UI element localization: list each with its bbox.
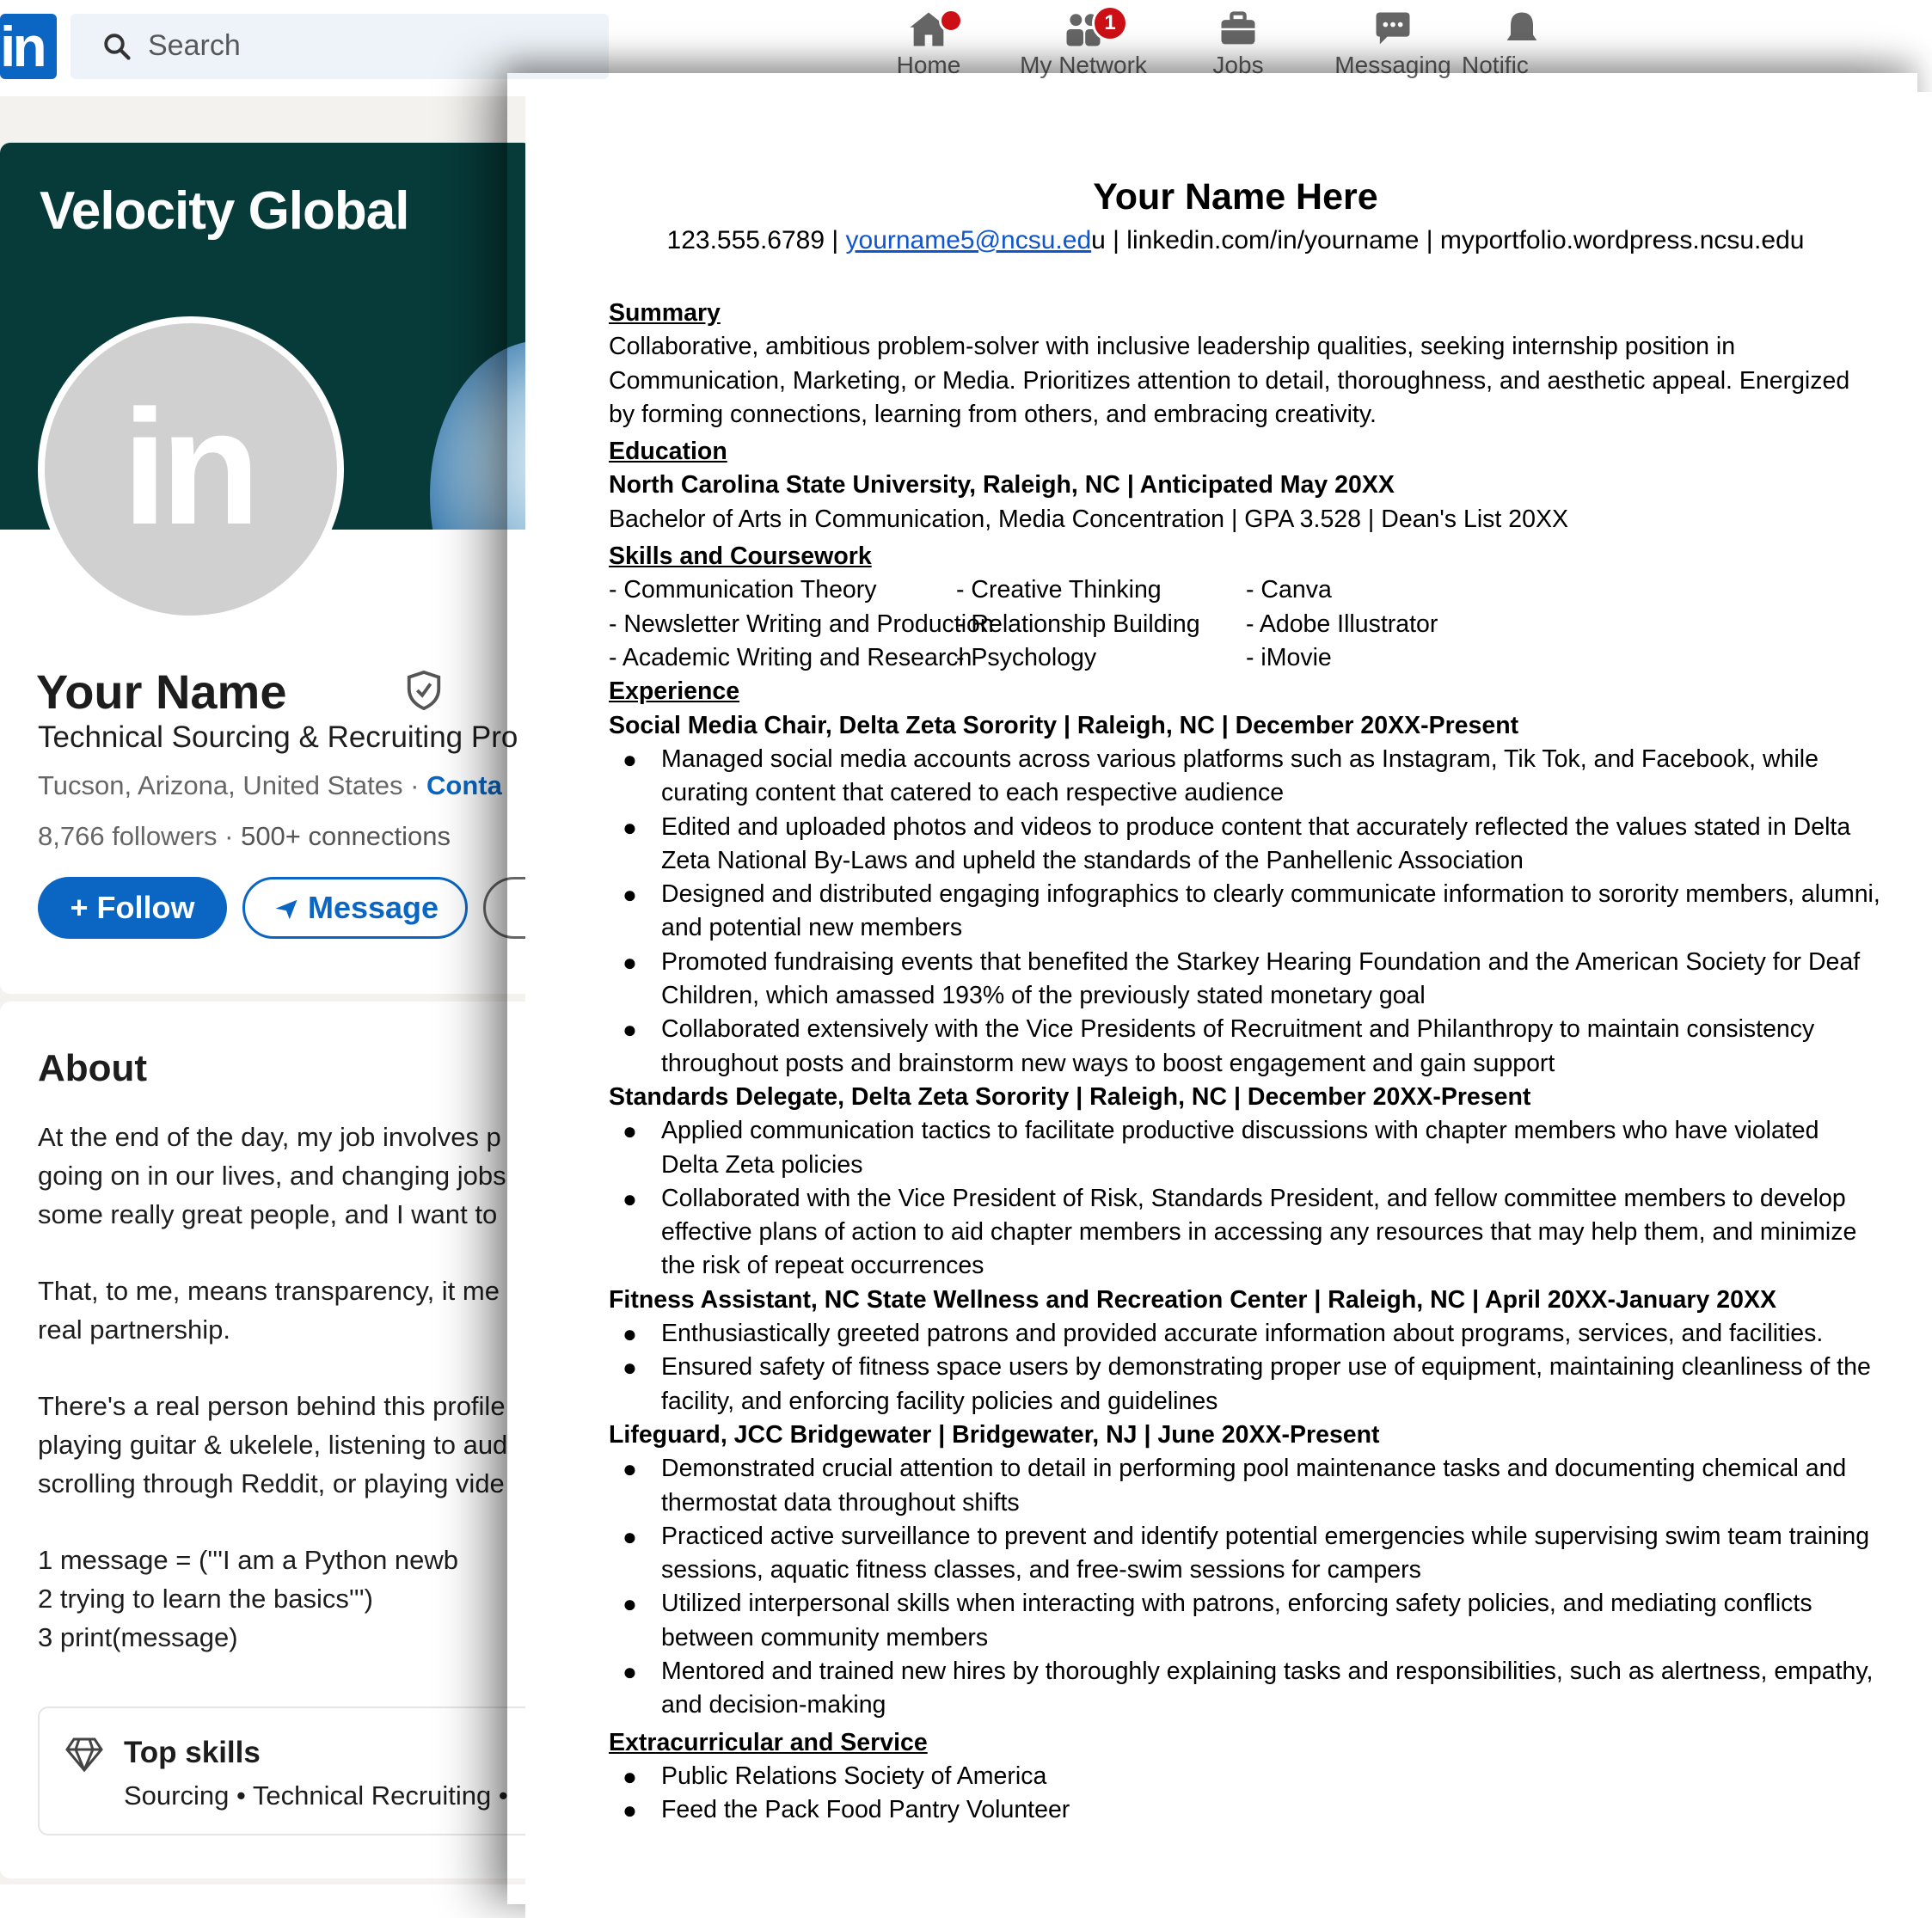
avatar[interactable]	[38, 316, 344, 622]
contact-info-link[interactable]: Conta	[426, 770, 502, 800]
job-title: Standards Delegate, Delta Zeta Sorority | Raleigh, NC | December 20XX-Present	[609, 1082, 1531, 1111]
bullet-item	[609, 878, 1881, 946]
bullet-item	[609, 1013, 1881, 1081]
bullet-item	[609, 1520, 1881, 1588]
section-heading-experience: Experience	[609, 677, 740, 706]
skills-column	[609, 573, 994, 675]
section-heading-summary: Summary	[609, 299, 721, 327]
nav-my-network-label: My Network	[1020, 52, 1147, 78]
message-button-label: Message	[307, 890, 439, 925]
location-text: Tucson, Arizona, United States ·	[38, 770, 427, 800]
bullet-text: Designed and distributed engaging infographics to clearly communicate information to sorority members, alumni, and potential new members	[661, 880, 1880, 942]
skills-column	[956, 573, 1200, 675]
about-paragraph	[38, 1541, 588, 1657]
about-line: At the end of the day, my job involves p	[38, 1122, 501, 1152]
follow-button[interactable]: + Follow	[38, 877, 227, 939]
top-skills-box[interactable]	[38, 1707, 571, 1835]
bullet-dot: ●	[623, 1658, 637, 1685]
skills-grid	[609, 573, 1881, 675]
about-line: playing guitar & ukelele, listening to aud	[38, 1430, 508, 1460]
bullet-dot: ●	[623, 948, 637, 976]
bullet-text: Demonstrated crucial attention to detail in performing pool maintenance tasks and documenting chemical and thermostat data throughout shifts	[661, 1455, 1847, 1517]
bullet-item	[609, 1587, 1881, 1655]
resume-document	[525, 92, 1932, 1918]
nav-messaging-label: Messaging	[1334, 52, 1451, 78]
nav-notifications-label: Notific	[1462, 52, 1529, 78]
skill-item: - Creative Thinking	[956, 576, 1162, 604]
about-line: some really great people, and I want to	[38, 1199, 498, 1229]
skill-item: - Newsletter Writing and Production	[609, 610, 994, 638]
section-heading-extracurricular: Extracurricular and Service	[609, 1728, 928, 1756]
about-line: 3 print(message)	[38, 1622, 238, 1652]
bullet-dot: ●	[623, 1797, 637, 1824]
bullet-dot: ●	[623, 1118, 637, 1145]
resume-contact-rest: u | linkedin.com/in/yourname | myportfolio.wordpress.ncsu.edu	[1091, 226, 1805, 254]
skill-item: - Adobe Illustrator	[1246, 610, 1438, 638]
verified-shield-icon[interactable]	[404, 669, 444, 712]
bullet-dot: ●	[623, 1321, 637, 1348]
search-icon	[101, 31, 132, 62]
about-text	[38, 1118, 588, 1694]
bullet-text: Public Relations Society of America	[661, 1762, 1047, 1790]
bullet-item	[609, 1351, 1881, 1419]
about-paragraph	[38, 1118, 588, 1234]
bullet-dot: ●	[623, 745, 637, 773]
about-paragraph	[38, 1387, 588, 1503]
search-bar[interactable]	[71, 14, 609, 79]
about-title: About	[38, 1047, 148, 1089]
banner-brand: Velocity Global	[40, 181, 409, 241]
about-line: There's a real person behind this profile	[38, 1391, 506, 1421]
about-line: going on in our lives, and changing jobs	[38, 1161, 506, 1191]
briefcase-icon	[1212, 7, 1264, 52]
skill-item: - Communication Theory	[609, 576, 877, 604]
bullet-item	[609, 1793, 1881, 1827]
resume-email-link[interactable]: yourname5@ncsu.ed	[845, 226, 1092, 254]
top-skills-list: Sourcing • Technical Recruiting •	[124, 1780, 508, 1811]
bullet-dot: ●	[623, 813, 637, 841]
bullet-item	[609, 743, 1881, 811]
bullet-item	[609, 1114, 1881, 1182]
bullet-dot: ●	[623, 1523, 637, 1550]
bullet-text: Promoted fundraising events that benefited the Starkey Hearing Foundation and the American Society for Deaf Children, which amassed 193% of the previously stated monetary goal	[661, 947, 1861, 1010]
skill-item: - Relationship Building	[956, 610, 1200, 638]
job-title: Lifeguard, JCC Bridgewater | Bridgewater, NJ | June 20XX-Present	[609, 1420, 1380, 1449]
home-notification-dot	[939, 9, 963, 33]
bullet-item	[609, 811, 1881, 879]
bullet-text: Collaborated with the Vice President of Risk, Standards President, and fellow committee members to develop effective plans of action to aid chapter members in accessing any resources that may help them, and minimize the risk of repeat occurrences	[661, 1184, 1857, 1280]
about-paragraph	[38, 1272, 588, 1349]
bullet-dot: ●	[623, 881, 637, 909]
about-line: real partnership.	[38, 1314, 231, 1345]
bullet-text: Practiced active surveillance to prevent and identify potential emergencies while supervising swim team training sessions, aquatic fitness classes, and free-swim sessions for campers	[661, 1522, 1870, 1584]
profile-headline: Technical Sourcing & Recruiting Pro	[38, 720, 518, 754]
bullet-item	[609, 1317, 1881, 1351]
diamond-icon	[64, 1736, 105, 1774]
linkedin-logo[interactable]: in	[0, 14, 57, 79]
skill-item: - Psychology	[956, 643, 1097, 671]
bell-icon	[1496, 7, 1539, 52]
bullet-text: Mentored and trained new hires by thoroughly explaining tasks and responsibilities, such as alertness, empathy, and decision-making	[661, 1657, 1874, 1719]
bullet-text: Enthusiastically greeted patrons and provided accurate information about programs, services, and facilities.	[661, 1320, 1824, 1348]
about-line: scrolling through Reddit, or playing vide	[38, 1468, 505, 1498]
skill-item: - iMovie	[1246, 643, 1332, 671]
connections-count[interactable]: 500+ connections	[241, 821, 451, 851]
bullet-dot: ●	[623, 1590, 637, 1618]
top-skills-title: Top skills	[124, 1736, 261, 1769]
profile-stats	[38, 821, 451, 852]
bullet-dot: ●	[623, 1185, 637, 1212]
bullet-item	[609, 1655, 1881, 1723]
bullet-dot: ●	[623, 1455, 637, 1483]
job-title: Fitness Assistant, NC State Wellness and Recreation Center | Raleigh, NC | April 20XX-January 20XX	[609, 1285, 1776, 1314]
bullet-text: Ensured safety of fitness space users by demonstrating proper use of equipment, maintaining cleanliness of the facility, and enforcing facility policies and guidelines	[661, 1353, 1871, 1415]
avatar-placeholder-logo: in	[122, 377, 254, 559]
send-icon	[272, 897, 301, 922]
job-bullets	[609, 743, 1881, 1081]
summary-text: Collaborative, ambitious problem-solver with inclusive leadership qualities, seeking internship position in Communication, Marketing, or Media. Prioritizes attention to detail, thoroughness, and aesthetic appeal. Energized by forming connections, learning from others, and embracing creativity.	[609, 333, 1850, 428]
resume-contact-line	[525, 226, 1932, 255]
search-placeholder: Search	[148, 29, 241, 62]
about-line: 1 message = ('''I am a Python newb	[38, 1545, 459, 1575]
bullet-text: Feed the Pack Food Pantry Volunteer	[661, 1796, 1070, 1824]
bullet-dot: ●	[623, 1354, 637, 1382]
bullet-item	[609, 1760, 1881, 1793]
profile-location	[38, 770, 502, 801]
bullet-text: Applied communication tactics to facilitate productive discussions with chapter members who have violated Delta Zeta policies	[661, 1117, 1819, 1179]
bullet-dot: ●	[623, 1762, 637, 1790]
resume-body	[609, 297, 1881, 1827]
bullet-text: Utilized interpersonal skills when interacting with patrons, enforcing safety policies, and mediating conflicts between community members	[661, 1590, 1812, 1651]
about-line: That, to me, means transparency, it me	[38, 1276, 500, 1306]
skill-item: - Academic Writing and Research	[609, 643, 972, 671]
profile-name: Your Name	[36, 665, 287, 719]
bullet-item	[609, 1182, 1881, 1284]
section-heading-education: Education	[609, 438, 727, 466]
section-heading-skills: Skills and Coursework	[609, 542, 872, 571]
resume-name: Your Name Here	[1093, 176, 1378, 218]
job-bullets	[609, 1317, 1881, 1419]
bullet-text: Collaborated extensively with the Vice Presidents of Recruitment and Philanthropy to maintain consistency throughout posts and brainstorm new ways to boost engagement and gain support	[661, 1015, 1815, 1077]
job-bullets	[609, 1114, 1881, 1283]
skills-column	[1246, 573, 1438, 675]
network-badge: 1	[1092, 5, 1128, 41]
about-line: 2 trying to learn the basics''')	[38, 1584, 373, 1614]
resume-phone: 123.555.6789 |	[666, 226, 846, 254]
education-degree: Bachelor of Arts in Communication, Media Concentration | GPA 3.528 | Dean's List 20XX	[609, 505, 1568, 533]
message-button[interactable]	[242, 877, 468, 939]
bullet-item	[609, 1452, 1881, 1520]
bullet-item	[609, 946, 1881, 1014]
extracurricular-list	[609, 1760, 1881, 1828]
followers-count[interactable]: 8,766 followers	[38, 821, 218, 851]
education-school: North Carolina State University, Raleigh, NC | Anticipated May 20XX	[609, 471, 1395, 499]
nav-home-label: Home	[896, 52, 961, 78]
bullet-text: Managed social media accounts across various platforms such as Instagram, Tik Tok, and Facebook, while curating content that catered to each respective audience	[661, 745, 1819, 807]
nav-jobs-label: Jobs	[1212, 52, 1264, 78]
messaging-icon	[1367, 7, 1419, 52]
skill-item: - Canva	[1246, 576, 1332, 604]
bullet-text: Edited and uploaded photos and videos to produce content that accurately reflected the values stated in Delta Zeta National By-Laws and upheld the standards of the Panhellenic Association	[661, 812, 1851, 874]
bullet-dot: ●	[623, 1016, 637, 1044]
job-bullets	[609, 1452, 1881, 1722]
stats-separator: ·	[217, 821, 242, 851]
job-title: Social Media Chair, Delta Zeta Sorority | Raleigh, NC | December 20XX-Present	[609, 711, 1519, 739]
